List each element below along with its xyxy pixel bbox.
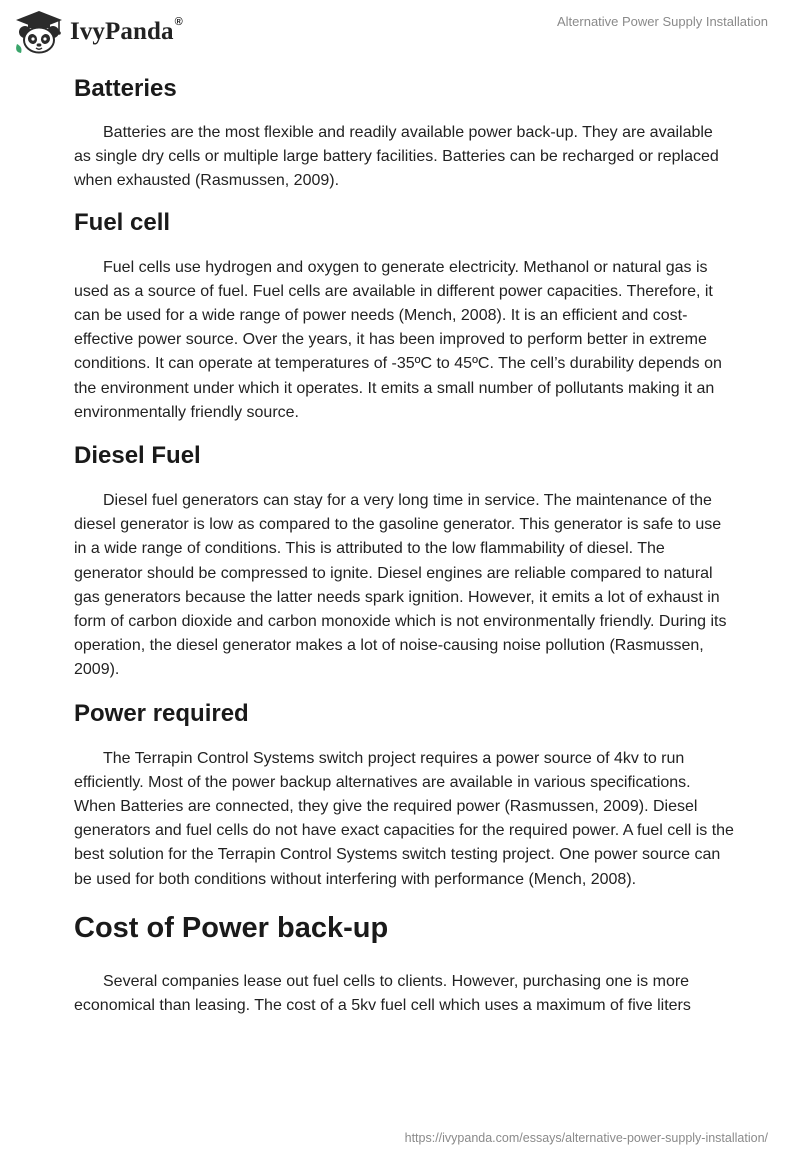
section-paragraph-diesel-fuel: Diesel fuel generators can stay for a very long time in service. The maintenance of the diesel generator is low as compared to the gasoline generator. This generator is safe to use in a wide range of conditions. This is attributed to the low flammability of diesel. The generator should be compressed to ignite. Diesel engines are reliable compared to natural gas generators because the latter needs spark ignition. However, it emits a lot of exhaust in form of carbon dioxide and carbon monoxide which is not environmentally friendly. During its operation, the diesel generator makes a lot of noise-causing noise pollution (Rasmussen, 2009). <box>74 492 727 679</box>
essay-content <box>74 70 734 1018</box>
section-heading-cost: Cost of Power back-up <box>74 911 389 944</box>
section-heading-power-required: Power required <box>74 699 249 727</box>
brand-name: IvyPanda® <box>70 16 183 45</box>
section-heading-fuel-cell: Fuel cell <box>74 208 171 236</box>
section-heading-diesel-fuel: Diesel Fuel <box>74 442 201 470</box>
brand-logo[interactable] <box>14 8 183 56</box>
section-heading-batteries: Batteries <box>74 75 177 102</box>
section-paragraph-batteries: Batteries are the most flexible and readily available power back-up. They are available as single dry cells or multiple large battery facilities. Batteries can be recharged or replaced when exhausted (Rasmussen, 2009). <box>74 124 719 190</box>
document-title: Alternative Power Supply Installation <box>556 14 768 29</box>
section-paragraph-cost: Several companies lease out fuel cells to clients. However, purchasing one is more economical than leasing. The cost of a 5kv fuel cell which uses a maximum of five liters <box>74 972 691 1015</box>
source-url[interactable]: https://ivypanda.com/essays/alternative-power-supply-installation/ <box>404 1131 768 1145</box>
page-header <box>0 0 800 70</box>
section-paragraph-fuel-cell: Fuel cells use hydrogen and oxygen to generate electricity. Methanol or natural gas is used as a source of fuel. Fuel cells are available in different power capacities. Therefore, it can be used for a wide range of power needs (Mench, 2008). It is an efficient and cost-effective power source. Over the years, it has been improved to perform better in extreme conditions. It can operate at temperatures of -35ºC to 45ºC. The cell’s durability depends on the environment under which it operates. It emits a small number of pollutants making it an environmentally friendly source. <box>74 258 722 421</box>
section-paragraph-power-required: The Terrapin Control Systems switch project requires a power source of 4kv to run efficiently. Most of the power backup alternatives are available in various specifications. When Batteries are connected, they give the required power (Rasmussen, 2009). Diesel generators and fuel cells do not have exact capacities for the required power. A fuel cell is the best solution for the Terrapin Control Systems switch testing project. One power source can be used for both conditions without interfering with performance (Mench, 2008). <box>74 749 734 888</box>
panda-graduate-icon <box>14 10 64 54</box>
